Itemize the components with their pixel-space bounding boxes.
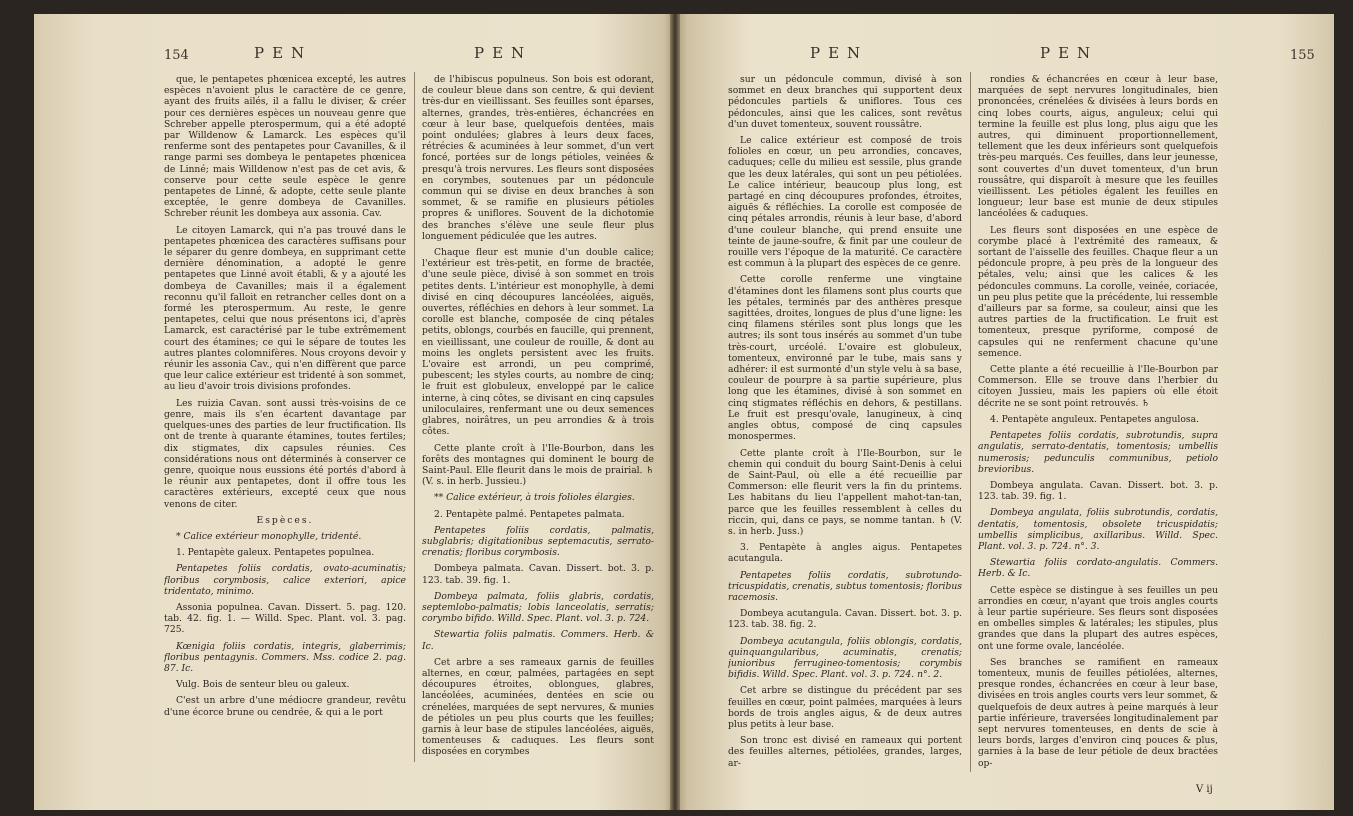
species-title: 1. Pentapète galeux. Pentapetes populnea. [176,547,375,559]
paragraph: Les ruizia Cavan. sont aussi très-voisins de ce genre, mais ils s'en écartent davantage par quelques-unes des parties de leur fructification. Ils ont de trente à quarante étamines, toutes fertiles; dix stigmates, dix capsules réunies. Ces considérations nous ont déterminés à conserver ce genre, quoique nous eussions été portés d'abord à le réunir aux pentapetes, dont il offre tous les caractères extérieurs, excepté ceux que nous venons de citer. [164,397,406,510]
right-running-head: PEN [810,44,869,62]
section-heading: ** Calice extérieur, à trois folioles élargies. [434,492,635,504]
citation: Assonia populnea. Cavan. Dissert. 5. pag. 120. tab. 42. fig. 1. — Willd. Spec. Plant. vol. 3. pag. 725. [164,601,406,636]
paragraph: que, le pentapetes phœnicea excepté, les autres espèces n'avoient plus le caractère de ce genre, ayant des fruits ailés, il a fallu le diviser, & créer pour ces dernières espèces un nouveau genre que Schreber appelle pterospermum, qui a été adopté par Willdenow & Lamarck. Les espèces qu'il renferme sont des pentapetes pour Cavanilles, & il range parmi ses dombeya le pentapetes phœnicea de Linné; mais Willdenow n'est pas de cet avis, & conserve pour cette seule espèce le genre pentapetes de Linné, & adopte, cette seule plante exceptée, le genre dombeya de Cavanilles. Schreber réunit les dombeya aux assonia. Cav. [164,74,406,220]
paragraph: Chaque fleur est munie d'un double calice; l'extérieur est très-petit, en forme de bractée, d'une seule pièce, divisé à son sommet en trois petites dents. L'intérieur est monophylle, à demi divisé en cinq découpures lancéolées, aiguës, ouvertes, réfléchies en dehors à leur sommet. La corolle est blanche, composée de cinq pétales petits, oblongs, courbés en faucille, qui prennent, en vieillissant, une couleur de rouille, & dont au moins les onglets persistent avec les fruits. L'ovaire est arrondi, un peu comprimé, pubescent; les styles courts, au nombre de cinq; le fruit est globuleux, enveloppé par le calice interne, à cinq côtes, se divisant en cinq capsules uniloculaires, renfermant une ou deux semences glabres, noirâtres, un peu arrondies & à trois côtes. [422,247,654,438]
right-page-number: 155 [1290,48,1315,63]
paragraph: Cette espèce se distingue à ses feuilles un peu arrondies en cœur, n'ayant que trois angles courts à leur partie supérieure. Ses fleurs sont disposées en ombelles simples & latérales; les stipules, plus grandes que dans la plupart des autres espèces, ont une forme ovale, lancéolée. [978,584,1218,652]
paragraph: C'est un arbre d'une médiocre grandeur, revêtu d'une écorce brune ou cendrée, & qui a le port [164,695,406,718]
section-heading: * Calice extérieur monophylle, tridenté. [176,530,362,542]
citation: Stewartia foliis palmatis. Commers. Herb. & Ic. [422,629,654,652]
citation: Dombeya palmata, foliis glabris, cordatis, septemlobo-palmatis; lobis lanceolatis, serratis; corymbo bifido. Willd. Spec. Plant. vol. 3. p. 724. [422,590,654,625]
left-page-number: 154 [164,48,189,63]
latin-description: Pentapetes foliis cordatis, subrotundis, supra angulatis, serrato-dentatis, tomentosis; umbellis numerosis; pedunculis communibus, petiolo brevioribus. [978,430,1218,475]
paragraph: Le calice extérieur est composé de trois folioles en cœur, un peu arrondies, concaves, caduques; celle du milieu est sessile, plus grande que les deux latérales, qui sont un peu pétiolées. Le calice intérieur, beaucoup plus long, est partagé en cinq découpures profondes, étroites, aiguës & réfléchies. La corolle est composée de cinq pétales arrondis, réunis à leur base, d'abord d'une couleur blanche, qui prend ensuite une teinte de jaune-soufre, & finit par une couleur de rouille vers l'époque de la maturité. Ce caractère est commun à la plupart des espèces de ce genre. [728,135,962,270]
paragraph: Cette plante a été recueillie à l'Ile-Bourbon par Commerson. Elle se trouve dans l'herbier du citoyen Jussieu, mais les papiers où elle étoit décrite ne se sont point retrouvés. ♄ [978,364,1218,409]
right-column-2 [978,74,1218,774]
right-page [680,14,1334,810]
latin-description: Pentapetes foliis cordatis, ovato-acuminatis; floribus corymbosis, calice exteriori, apice tridentato, minimo. [164,563,406,597]
book-gutter [670,14,680,810]
citation: Stewartia foliis cordato-angulatis. Commers. Herb. & Ic. [978,557,1218,580]
paragraph: Le citoyen Lamarck, qui n'a pas trouvé dans le pentapetes phœnicea des caractères suffisans pour le séparer du genre dombeya, en supprimant cette dernière dénomination, a adopté le genre pentapetes que Linné avoit établi, & y a ajouté les dombeya de Cavanilles; mais il a également reconnu qu'il falloit en retrancher celles dont on a formé les pterospermum. Au reste, le genre pentapetes, celui que nous présentons ici, d'après Lamarck, est caractérisé par le tube extrêmement court des étamines; ce qui le sépare de toutes les autres plantes colomnifères. Nous croyons devoir y réunir les assonia Cav., qui n'en diffèrent que parce que leur calice extérieur est tridenté à son sommet, au lieu d'avoir trois divisions profondes. [164,224,406,393]
species-title: 4. Pentapète anguleux. Pentapetes angulosa. [990,413,1200,425]
citation: Dombeya angulata, foliis subrotundis, cordatis, dentatis, tomentosis, obsolete tricuspidatis; umbellis simplicibus, axillaribus. Willd. Spec. Plant. vol. 3. p. 724. n°. 3. [978,507,1218,552]
paragraph: Cette plante croît à l'Ile-Bourbon, sur le chemin qui conduit du bourg Saint-Denis à celui de Saint-Paul, où elle a été recueillie par Commerson: elle fleurit vers la fin du printems. Les habitans du lieu l'appellent mahot-tan-tan, parce que les feuilles ressemblent à celles du riccin, qui, dans ce pays, se nomme tantan. ♄ (V. s. in herb. Juss.) [728,447,962,537]
latin-description: Pentapetes foliis cordatis, palmatis, subglabris; digitationibus septemacutis, serrato-crenatis; floribus corymbosis. [422,524,654,559]
left-column-2 [422,74,654,774]
citation: Dombeya angulata. Cavan. Dissert. bot. 3. p. 123. tab. 39. fig. 1. [978,479,1218,503]
left-running-head-2: PEN [474,44,533,62]
paragraph: Cet arbre a ses rameaux garnis de feuilles alternes, en cœur, palmées, partagées en sept découpures étroites, oblongues, glabres, lancéolées, acuminées, dentées en scie ou crénelées, marquées de sept nervures, & munies de pétioles un peu plus courts que les feuilles; garnis à leur base de stipules lancéolées, aiguës, tomenteuses & caduques. Les fleurs sont disposées en corymbes [422,656,654,758]
paragraph: rondies & échancrées en cœur à leur base, marquées de sept nervures longitudinales, bien prononcées, crénelées & divisées à leurs bords en cinq lobes courts, aigus, anguleux; celui qui termine la feuille est plus long, plus aigu que les autres, qui diminuent proportionnellement, tellement que les deux inférieurs sont quelquefois très-peu marqués. Ces feuilles, dans leur jeunesse, sont couvertes d'un duvet tomenteux, d'un brun roussâtre, qui disparoît à mesure que les feuilles vieillissent. Les pétioles égalent les feuilles en longueur; leur base est munie de deux stipules lancéolées & caduques. [978,74,1218,220]
paragraph: Cette plante croît à l'Ile-Bourbon, dans les forêts des montagnes qui dominent le bourg de Saint-Paul. Elle fleurit dans le mois de prairial. ♄ (V. s. in herb. Jussieu.) [422,442,654,488]
latin-description: Pentapetes foliis cordatis, subrotundo-tricuspidatis, crenatis, subtus tomentosis; floribus racemosis. [728,569,962,603]
open-book [34,14,1334,810]
column-rule [414,72,415,762]
paragraph: Cette corolle renferme une vingtaine d'étamines dont les filamens sont plus courts que les pétales, terminés par des anthères presque sagittées, droites, longues de plus d'une ligne: les cinq filamens stériles sont plus longs que les autres; ils sont tous insérés au sommet d'un tube très-court, urcéolé. L'ovaire est globuleux, tomenteux, environné par le tube, mais sans y adhérer: il est surmonté d'un style velu à sa base, couleur de pourpre à sa partie supérieure, plus long que les étamines, divisé à son sommet en cinq stigmates réfléchis en dehors, & pestillans. Le fruit est presqu'ovale, lanugineux, à cinq angles obtus, composé de cinq capsules monospermes. [728,274,962,443]
left-column-1 [164,74,406,774]
citation: Dombeya acutangula. Cavan. Dissert. bot. 3. p. 123. tab. 38. fig. 2. [728,608,962,631]
left-running-head: PEN [254,44,313,62]
citation: Dombeya acutangula, foliis oblongis, cordatis, quinquangularibus, acuminatis, crenatis; junioribus ferrugineo-tomentosis; corymbis bifidis. Willd. Spec. Plant. vol. 3. p. 724. n°. 2. [728,635,962,681]
paragraph: Ses branches se ramifient en rameaux tomenteux, munis de feuilles pétiolées, alternes, presque rondes, échancrées en cœur à leur base, divisées en trois angles courts vers leur sommet, & quelquefois de deux autres à peine marqués à leur partie inférieure, traversées longitudinalement par sept nervures tomenteuses, en dents de scie à leurs bords, larges d'environ cinq pouces & plus, garnies à la base de leur pétiole de deux bractées op- [978,656,1218,769]
citation: Kœnigia foliis cordatis, integris, glaberrimis; floribus pentagynis. Commers. Mss. codice 2. pag. 87. Ic. [164,640,406,674]
paragraph: Les fleurs sont disposées en une espèce de corymbe placé à l'extrémité des rameaux, & sortant de l'aisselle des feuilles. Chaque fleur a un pédoncule propre, à peu près de la longueur des pétales, velu; ainsi que les calices & les pédoncules communs. La corolle, veinée, coriacée, un peu plus petite que la précédente, lui ressemble d'ailleurs par sa forme, sa couleur, ainsi que les autres parties de la fructification. Le fruit est tomenteux, presque pyriforme, composé de capsules qui ne renferment chacune qu'une semence. [978,224,1218,359]
citation: Dombeya palmata. Cavan. Dissert. bot. 3. p. 123. tab. 39. fig. 1. [422,563,654,586]
left-page [34,14,670,810]
paragraph: Cet arbre se distingue du précédent par ses feuilles en cœur, point palmées, marquées à leurs bords de trois angles aigus, & de deux autres plus petits à leur base. [728,685,962,730]
vernacular-name: Vulg. Bois de senteur bleu ou galeux. [176,679,350,691]
species-title: 3. Pentapète à angles aigus. Pentapetes acutangula. [728,542,962,565]
paragraph: de l'hibiscus populneus. Son bois est odorant, de couleur bleue dans son centre, & qui devient très-dur en vieillissant. Ses feuilles sont éparses, alternes, grandes, très-entières, échancrées en cœur à leur base, quelquefois dentées, mais point ondulées; glabres à leurs deux faces, rétrécies & acuminées à leur sommet, d'un vert foncé, portées sur de longs pétioles, veinées & presqu'à trois nervures. Les fleurs sont disposées en corymbes, soutenues par un pédoncule commun qui se divise en deux branches à son sommet, & se ramifie en plusieurs pétioles propres & uniflores. Souvent de la dichotomie des branches s'élève une seule fleur plus longuement pédiculée que les autres. [422,74,654,242]
species-title: 2. Pentapète palmé. Pentapetes palmata. [434,508,625,520]
signature-mark: V ij [1196,784,1213,795]
right-running-head-2: PEN [1040,44,1099,62]
right-column-1 [728,74,962,784]
paragraph: Son tronc est divisé en rameaux qui portent des feuilles alternes, pétiolées, grandes, larges, ar- [728,735,962,769]
column-rule [970,72,971,772]
species-heading: Espèces. [256,514,314,526]
paragraph: sur un pédoncule commun, divisé à son sommet en deux branches qui supportent deux pédoncules partiels & uniflores. Tous ces pédoncules, ainsi que les calices, sont revêtus d'un duvet tomenteux, souvent roussâtre. [728,74,962,130]
